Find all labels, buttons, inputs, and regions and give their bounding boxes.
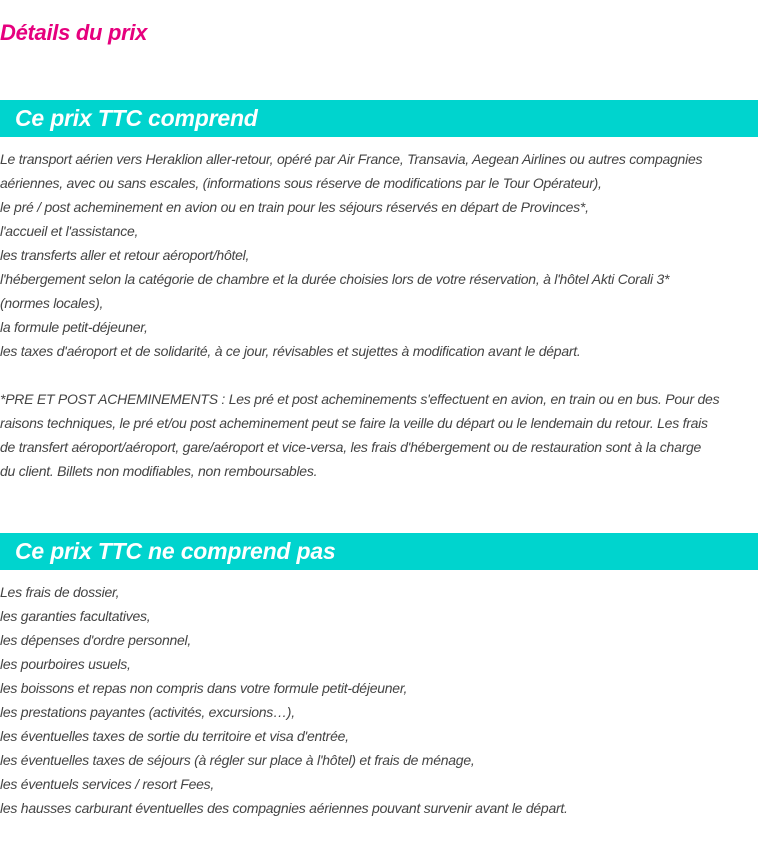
note-line: du client. Billets non modifiables, non remboursables. — [0, 463, 318, 479]
list-item: les éventuelles taxes de séjours (à régler sur place à l'hôtel) et frais de ménage, — [0, 752, 475, 768]
list-item: les boissons et repas non compris dans votre formule petit-déjeuner, — [0, 680, 408, 696]
list-item: aériennes, avec ou sans escales, (informations sous réserve de modifications par le Tour Opérateur), — [0, 175, 602, 191]
list-item: l'accueil et l'assistance, — [0, 223, 139, 239]
list-item: les transferts aller et retour aéroport/hôtel, — [0, 247, 250, 263]
section-heading-excludes: Ce prix TTC ne comprend pas — [15, 538, 336, 564]
note-line: *PRE ET POST ACHEMINEMENTS : Les pré et post acheminements s'effectuent en avion, en train ou en bus. Pour des — [0, 391, 720, 407]
list-item: les éventuelles taxes de sortie du territoire et visa d'entrée, — [0, 728, 349, 744]
section-header-includes — [0, 100, 758, 137]
includes-list — [0, 147, 754, 363]
list-item: les garanties facultatives, — [0, 608, 151, 624]
note-line: de transfert aéroport/aéroport, gare/aéroport et vice-versa, les frais d'hébergement ou de restauration sont à la charge — [0, 439, 702, 455]
note-line: raisons techniques, le pré et/ou post acheminement peut se faire la veille du départ ou le lendemain du retour. Les frais — [0, 415, 708, 431]
list-item: les prestations payantes (activités, excursions…), — [0, 704, 295, 720]
list-item: les éventuels services / resort Fees, — [0, 776, 215, 792]
list-item: l'hébergement selon la catégorie de chambre et la durée choisies lors de votre réservation, à l'hôtel Akti Corali 3* — [0, 271, 670, 287]
list-item: les dépenses d'ordre personnel, — [0, 632, 192, 648]
list-item: les hausses carburant éventuelles des compagnies aériennes pouvant survenir avant le départ. — [0, 800, 568, 816]
transfer-note — [0, 387, 754, 483]
list-item: (normes locales), — [0, 295, 104, 311]
excludes-list — [0, 580, 754, 820]
list-item: la formule petit-déjeuner, — [0, 319, 148, 335]
list-item: le pré / post acheminement en avion ou en train pour les séjours réservés en départ de Provinces*, — [0, 199, 589, 215]
list-item: Le transport aérien vers Heraklion aller-retour, opéré par Air France, Transavia, Aegean Airlines ou autres compagnies — [0, 151, 703, 167]
section-header-excludes — [0, 533, 758, 570]
list-item: les pourboires usuels, — [0, 656, 131, 672]
section-heading-includes: Ce prix TTC comprend — [15, 105, 258, 131]
list-item: les taxes d'aéroport et de solidarité, à ce jour, révisables et sujettes à modification avant le départ. — [0, 343, 581, 359]
list-item: Les frais de dossier, — [0, 584, 120, 600]
page-title: Détails du prix — [0, 20, 148, 45]
